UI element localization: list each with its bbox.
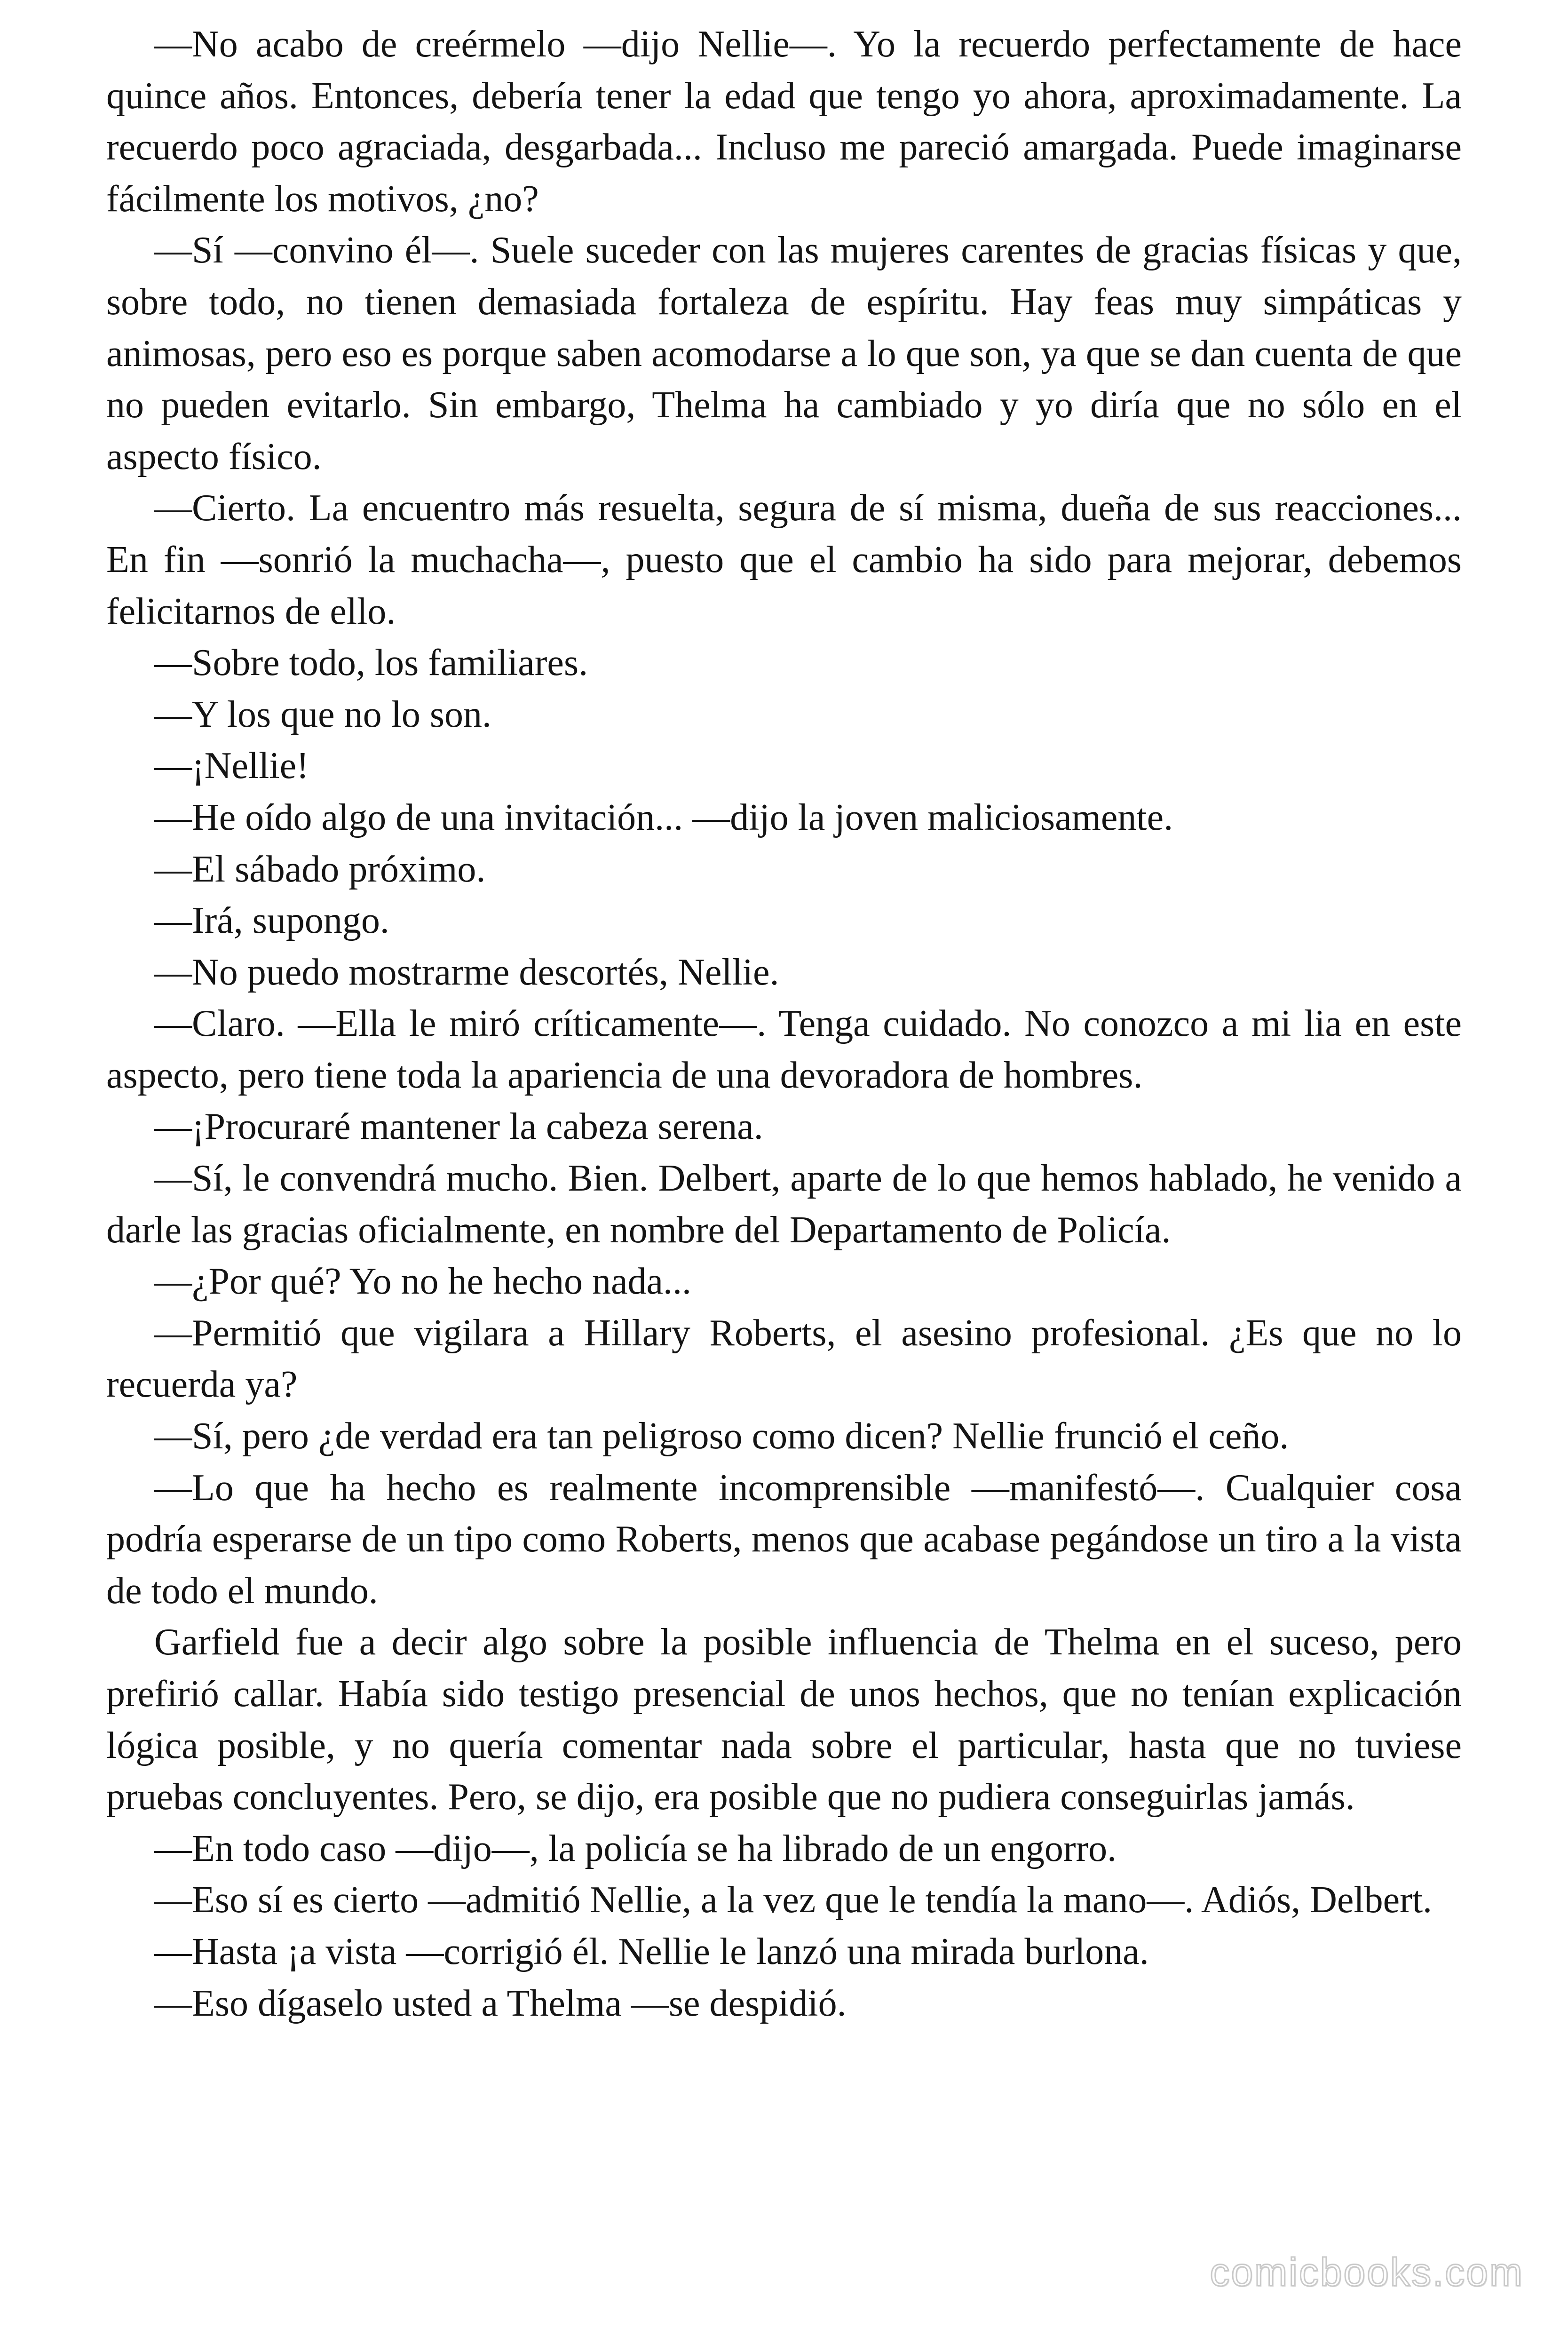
- paragraph: —Sí, pero ¿de verdad era tan peligroso como dicen? Nellie frunció el ceño.: [154, 1415, 1289, 1457]
- paragraph: —Cierto. La encuentro más resuelta, segura de sí misma, dueña de sus reacciones... En fin —sonrió la muchacha—, puesto que el cambio ha sido para mejorar, debemos felicitarnos de ello.: [106, 487, 1462, 632]
- page-body: [106, 19, 1462, 2029]
- paragraph: —Lo que ha hecho es realmente incomprensible —manifestó—. Cualquier cosa podría esperarse de un tipo como Roberts, menos que acabase pegándose un tiro a la vista de todo el mundo.: [106, 1467, 1462, 1612]
- paragraph: —Hasta ¡a vista —corrigió él. Nellie le lanzó una mirada burlona.: [154, 1931, 1149, 1972]
- paragraph: —Eso sí es cierto —admitió Nellie, a la vez que le tendía la mano—. Adiós, Delbert.: [154, 1879, 1433, 1921]
- paragraph: —He oído algo de una invitación... —dijo la joven maliciosamente.: [154, 796, 1173, 838]
- paragraph: —¡Procuraré mantener la cabeza serena.: [154, 1106, 763, 1148]
- paragraph: —Claro. —Ella le miró críticamente—. Tenga cuidado. No conozco a mi lia en este aspecto, pero tiene toda la apariencia de una devoradora de hombres.: [106, 1003, 1462, 1096]
- paragraph: —No puedo mostrarme descortés, Nellie.: [154, 951, 779, 993]
- paragraph: —Y los que no lo son.: [154, 693, 492, 735]
- paragraph: —Sí —convino él—. Suele suceder con las mujeres carentes de gracias físicas y que, sobre todo, no tienen demasiada fortaleza de espíritu. Hay feas muy simpáticas y animosas, pero eso es porque saben acomodarse a lo que son, ya que se dan cuenta de que no pueden evitarlo. Sin embargo, Thelma ha cambiado y yo diría que no sólo en el aspecto físico.: [106, 230, 1462, 477]
- paragraph: —¿Por qué? Yo no he hecho nada...: [154, 1261, 691, 1303]
- paragraph: —Eso dígaselo usted a Thelma —se despidió.: [154, 1982, 847, 2024]
- paragraph: —Sí, le convendrá mucho. Bien. Delbert, aparte de lo que hemos hablado, he venido a darle las gracias oficialmente, en nombre del Departamento de Policía.: [106, 1158, 1462, 1251]
- paragraph: —No acabo de creérmelo —dijo Nellie—. Yo la recuerdo perfectamente de hace quince años. Entonces, debería tener la edad que tengo yo ahora, aproximadamente. La recuerdo poco agraciada, desgarbada... Incluso me pareció amargada. Puede imaginarse fácilmente los motivos, ¿no?: [106, 24, 1462, 220]
- watermark: comicbooks.com: [1210, 2250, 1524, 2294]
- paragraph: Garfield fue a decir algo sobre la posible influencia de Thelma en el suceso, pero prefirió callar. Había sido testigo presencial de unos hechos, que no tenían explicación lógica posible, y no quería comentar nada sobre el particular, hasta que no tuviese pruebas concluyentes. Pero, se dijo, era posible que no pudiera conseguirlas jamás.: [106, 1621, 1462, 1818]
- paragraph: —El sábado próximo.: [154, 848, 486, 890]
- paragraph: —Irá, supongo.: [154, 900, 389, 942]
- paragraph: —Sobre todo, los familiares.: [154, 642, 588, 684]
- paragraph: —¡Nellie!: [154, 745, 309, 787]
- paragraph: —Permitió que vigilara a Hillary Roberts, el asesino profesional. ¿Es que no lo recuerda ya?: [106, 1312, 1462, 1406]
- paragraph: —En todo caso —dijo—, la policía se ha librado de un engorro.: [154, 1828, 1117, 1869]
